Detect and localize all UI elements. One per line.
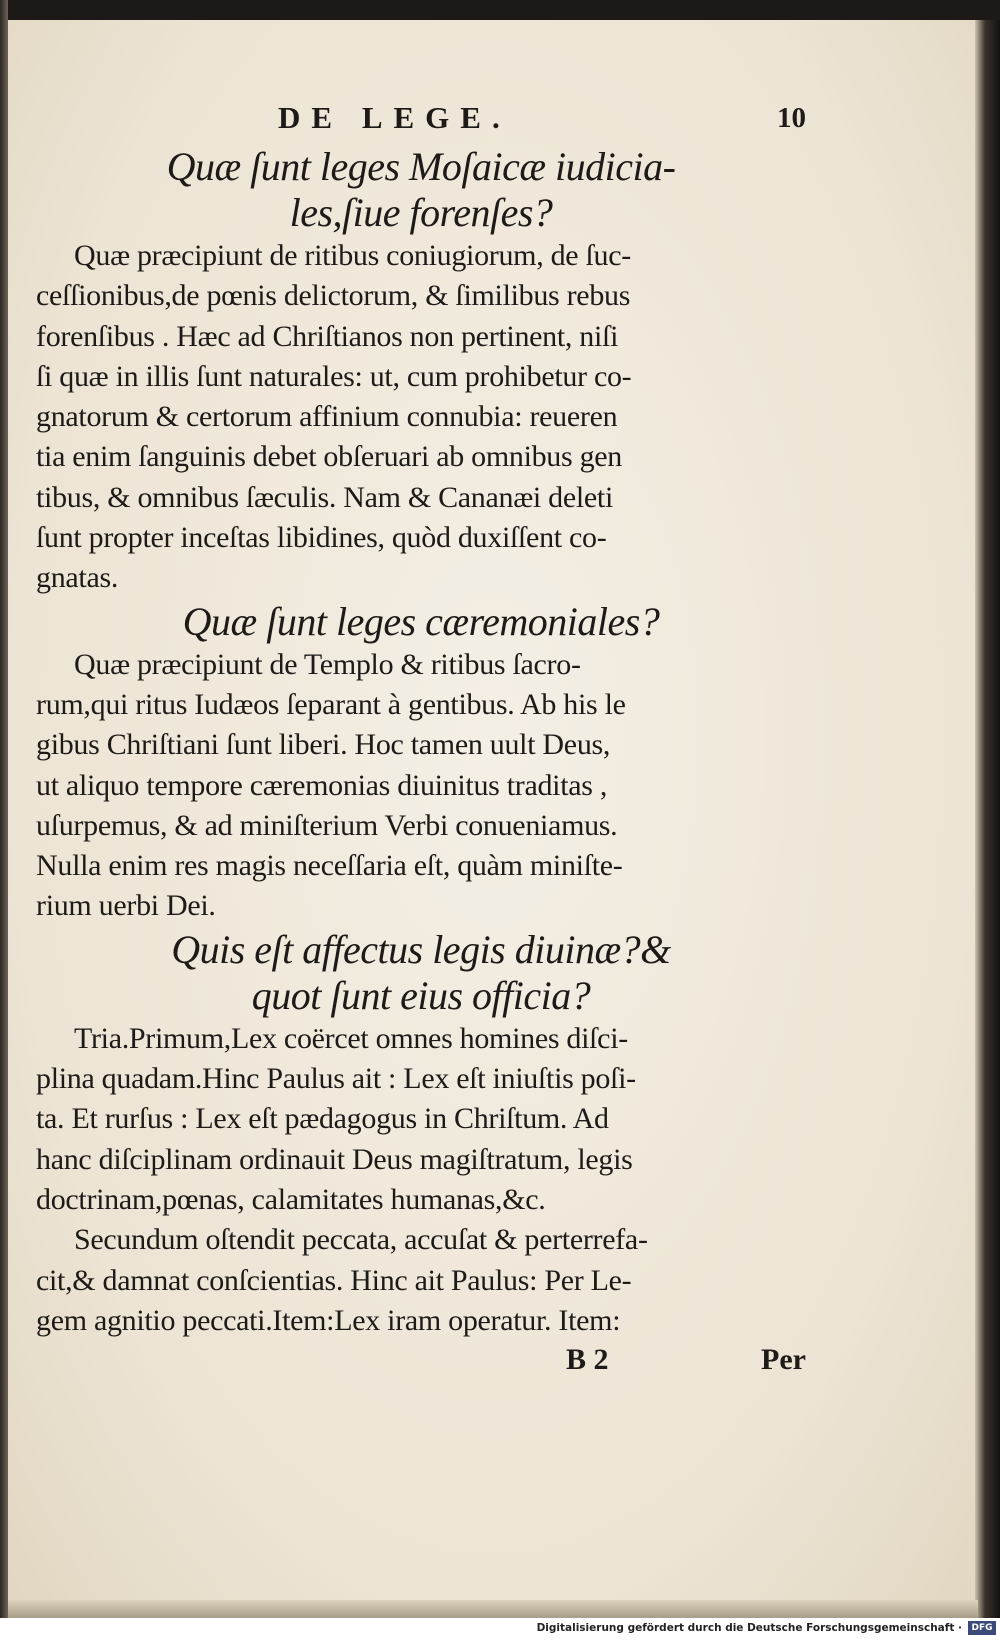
page-number: 10 [777,102,806,134]
text-line: gibus Chriſtiani ſunt liberi. Hoc tamen uult Deus, [36,728,611,762]
digitization-footer [0,1618,1000,1640]
text-line: ceſſionibus,de pœnis delictorum, & ſimilibus rebus [36,279,631,313]
text-line: hanc diſciplinam ordinauit Deus magiſtratum, legis [36,1142,633,1176]
running-head [36,100,806,144]
text-line: Tria.Primum,Lex coërcet omnes homines diſci- [74,1021,628,1055]
question-line: quot ſunt eius officia? [251,972,591,1018]
question-heading [36,144,806,236]
text-line: gnatorum & certorum affinium connubia: reueren [36,400,618,434]
text-line: tia enim ſanguinis debet obſeruari ab omnibus gen [36,440,622,474]
page-text-block [36,100,806,1381]
text-line: ut aliquo tempore cæremonias diuinitus traditas , [36,768,608,802]
text-line: Secundum oſtendit peccata, accuſat & perterrefa- [74,1223,648,1257]
footer-credit-text: Digitalisierung gefördert durch die Deutsche Forschungsgemeinschaft · [536,1622,962,1634]
text-line: Quæ præcipiunt de ritibus coniugiorum, de ſuc- [74,239,631,272]
text-line: gnatas. [36,561,119,595]
text-line: gem agnitio peccati.Item:Lex iram operatur. Item: [36,1303,621,1337]
text-line: tibus, & omnibus ſæculis. Nam & Cananæi deleti [36,480,614,514]
page-bottom-edge [8,1600,978,1618]
text-line: ſunt propter inceſtas libidines, quòd duxiſſent co- [36,521,607,555]
text-line: Quæ præcipiunt de Templo & ritibus ſacro- [74,647,581,681]
text-line: ta. Et rurſus : Lex eſt pædagogus in Chriſtum. Ad [36,1102,609,1136]
text-line: rum,qui ritus Iudæos ſeparant à gentibus. Ab his le [36,687,626,721]
answer-paragraph [36,236,806,599]
dfg-logo: DFG [968,1621,996,1635]
question-heading [36,599,806,645]
answer-paragraph [36,1220,806,1341]
text-line: ſi quæ in illis ſunt naturales: ut, cum prohibetur co- [36,359,632,393]
text-line: uſurpemus, & ad miniſterium Verbi conueniamus. [36,808,618,842]
text-line: cit,& damnat conſcientias. Hinc ait Paulus: Per Le- [36,1263,632,1297]
text-line: forenſibus . Hæc ad Chriſtianos non pertinent, niſi [36,319,619,353]
page-right-edge [975,20,1000,1618]
book-spine-edge [0,0,8,1618]
question-heading [36,927,806,1019]
question-line: Quis eſt affectus legis diuinæ?& [171,926,671,972]
text-line: doctrinam,pœnas, calamitates humanas,&c. [36,1182,546,1216]
text-line: plina quadam.Hinc Paulus ait : Lex eſt iniuſtis poſi- [36,1062,636,1096]
scan-background-top [0,0,1000,22]
signature-mark: B 2 [566,1343,609,1377]
question-line: les,ſiue forenſes? [289,190,553,235]
text-line: rium uerbi Dei. [36,889,216,923]
question-line: Quæ ſunt leges cæremoniales? [182,598,660,644]
text-line: Nulla enim res magis neceſſaria eſt, quàm miniſte- [36,849,623,883]
question-line: Quæ ſunt leges Moſaicæ iudicia- [166,144,676,189]
answer-paragraph [36,1019,806,1220]
page-footer-line [36,1341,806,1381]
catchword: Per [761,1343,806,1377]
answer-paragraph [36,645,806,927]
running-head-title: DE LEGE. [278,100,511,135]
